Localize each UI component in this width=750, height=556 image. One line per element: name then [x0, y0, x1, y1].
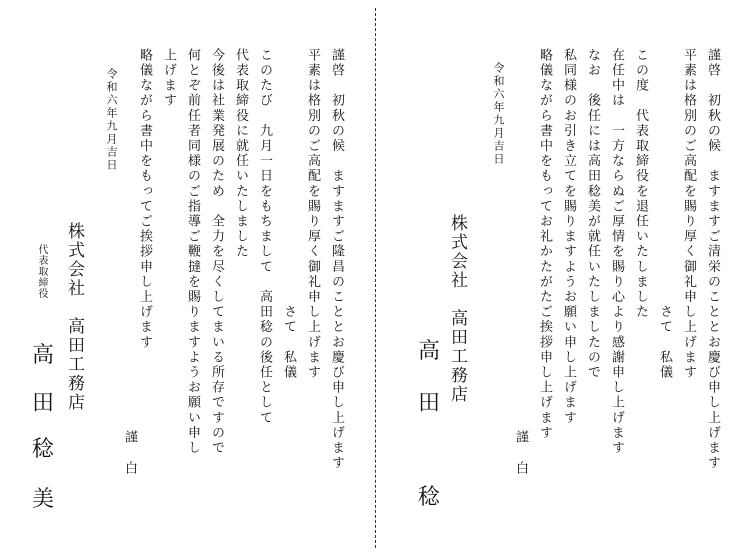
right-name-char-3: 稔 — [417, 485, 440, 510]
left-closing: 謹白 — [122, 430, 137, 492]
right-letter-line-1: 謹啓 初秋の候 ますますご清栄のこととお慶び申し上げます — [705, 48, 720, 471]
right-letter-line-2: 平素は格別のご高配を賜り厚く御礼申し上げます — [681, 48, 696, 381]
left-letter-line-6: 今後は社業発展のため 全力を尽くしてまいる所存ですので — [209, 48, 224, 456]
right-letter-line-4: この度 代表取締役を退任いたしました — [633, 48, 648, 320]
right-letter-line-6: なお 後任には高田稔美が就任いたしましたので — [585, 48, 600, 381]
left-letter-line-3: さて 私儀 — [281, 48, 296, 381]
right-letter-line-3: さて 私儀 — [657, 48, 672, 381]
left-letter-line-7: 何とぞ前任者同様のご指導ご鞭撻を賜りますようお願い申し — [185, 48, 200, 456]
right-letter-line-8: 略儀ながら書中をもってお礼かたがたご挨拶申し上げます — [537, 48, 552, 441]
left-name-char-2: 田 — [31, 391, 54, 416]
fold-divider — [375, 8, 377, 548]
right-letter-card — [376, 0, 750, 556]
left-letter-card — [0, 0, 374, 556]
right-closing: 謹白 — [513, 430, 528, 492]
left-letter-line-1: 謹啓 初秋の候 ますますご隆昌のこととお慶び申し上げます — [329, 48, 344, 471]
left-letter-line-4: このたび 九月一日をもちまして 高田稔の後任として — [257, 48, 272, 426]
left-name-char-4: 美 — [31, 487, 54, 512]
left-date: 令和六年九月吉日 — [105, 68, 118, 172]
left-company-name: 株式会社 高田工務店 — [64, 222, 84, 412]
right-name-char-1: 高 — [417, 339, 440, 364]
right-date: 令和六年九月吉日 — [492, 62, 505, 166]
left-title-role: 代表取締役 — [36, 244, 47, 299]
right-letter-line-5: 在任中は 一方ならぬご厚情を賜り心より感謝申し上げます — [609, 48, 624, 456]
left-letter-line-9: 略儀ながら書中をもってご挨拶申し上げます — [137, 48, 152, 350]
left-letter-line-8: 上げます — [161, 48, 176, 109]
left-letter-line-5: 代表取締役に就任いたしました — [233, 48, 248, 260]
right-name-char-2: 田 — [417, 391, 440, 416]
left-name-char-3: 稔 — [31, 437, 54, 462]
left-name-char-1: 高 — [31, 343, 54, 368]
right-letter-line-7: 私同様のお引き立てを賜りますようお願い申し上げます — [561, 48, 576, 426]
right-company-name: 株式会社 高田工務店 — [447, 214, 467, 404]
left-letter-line-2: 平素は格別のご高配を賜り厚く御礼申し上げます — [305, 48, 320, 381]
